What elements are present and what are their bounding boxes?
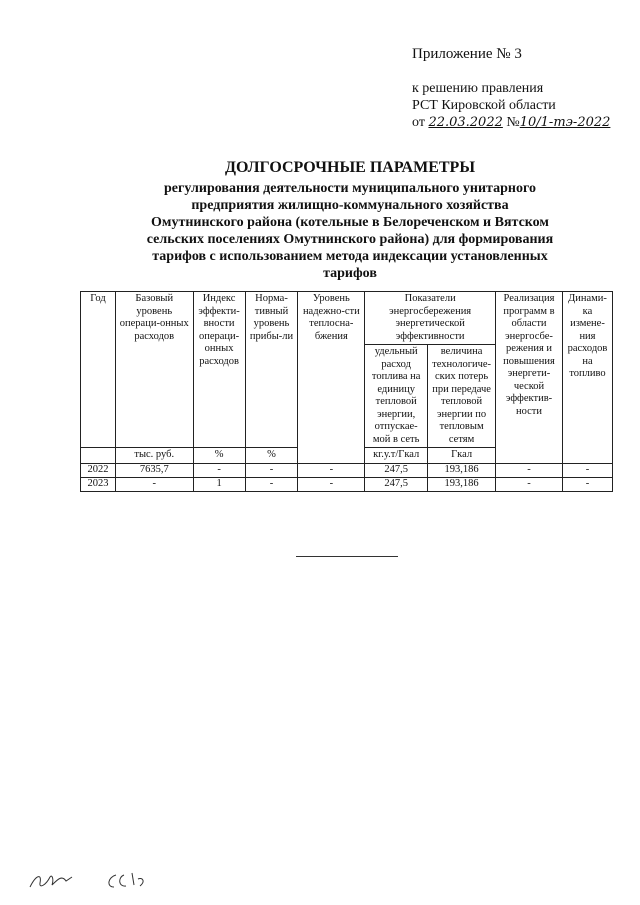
cell-profit-level: - [245, 477, 298, 491]
header-year: Год [81, 292, 116, 448]
title-line: регулирования деятельности муниципального унитарного [164, 181, 536, 196]
cell-year: 2023 [81, 477, 116, 491]
header-specific-fuel: удельный расход топлива на единицу тепловой энергии, отпускае-мой в сеть [365, 345, 428, 448]
header-tech-losses: величина технологиче-ских потерь при передаче тепловой энергии по тепловым сетям [428, 345, 496, 448]
table-row [81, 477, 613, 491]
unit-base-level: тыс. руб. [115, 448, 193, 464]
decision-number: 10/1-тэ-2022 [519, 115, 611, 130]
header-base-level: Базовый уровень операци-онных расходов [115, 292, 193, 448]
header-energy-group: Показатели энергосбережения энергетической эффективности [365, 292, 496, 345]
number-prefix: № [506, 115, 520, 130]
title-line: предприятия жилищно-коммунального хозяйства [191, 198, 509, 213]
cell-dynamics: - [562, 463, 612, 477]
cell-reliability: - [298, 463, 365, 477]
title-line: Омутнинского района (котельные в Белореченском и Вятском [151, 215, 549, 230]
cell-efficiency-index: - [193, 463, 245, 477]
decision-reference [412, 80, 610, 131]
decision-line-1: к решению правления [412, 81, 544, 96]
header-reliability: Уровень надежно-сти теплосна-бжения [298, 292, 365, 464]
closing-divider [296, 556, 398, 557]
cell-programs: - [496, 477, 563, 491]
cell-reliability: - [298, 477, 365, 491]
date-prefix: от [412, 115, 425, 130]
cell-dynamics: - [562, 477, 612, 491]
title-main: ДОЛГОСРОЧНЫЕ ПАРАМЕТРЫ [224, 159, 476, 176]
title-subtitle [80, 180, 620, 282]
appendix-label: Приложение № 3 [412, 46, 522, 62]
cell-tech-losses: 193,186 [428, 463, 496, 477]
cell-programs: - [496, 463, 563, 477]
header-programs: Реализация программ в области энергосбе-режения и повышения энергети-ческой эффектив-ности [496, 292, 563, 464]
table-row [81, 463, 613, 477]
document-title [80, 158, 620, 282]
title-line: сельских поселениях Омутнинского района) для формирования [146, 232, 554, 247]
unit-profit-level: % [245, 448, 298, 464]
cell-efficiency-index: 1 [193, 477, 245, 491]
unit-specific-fuel: кг.у.т/Гкал [365, 448, 428, 464]
decision-date-line [412, 114, 610, 131]
title-line: тарифов [323, 266, 377, 281]
cell-profit-level: - [245, 463, 298, 477]
header-dynamics: Динами-ка измене-ния расходов на топливо [562, 292, 612, 464]
cell-specific-fuel: 247,5 [365, 477, 428, 491]
table-header-row [81, 292, 613, 345]
unit-year [81, 448, 116, 464]
header-efficiency-index: Индекс эффекти-вности операци-онных расходов [193, 292, 245, 448]
cell-tech-losses: 193,186 [428, 477, 496, 491]
title-line: тарифов с использованием метода индексации установленных [152, 249, 548, 264]
decision-line-2: РСТ Кировской области [412, 98, 556, 113]
cell-specific-fuel: 247,5 [365, 463, 428, 477]
parameters-table [80, 291, 613, 492]
cell-year: 2022 [81, 463, 116, 477]
handwritten-signature [28, 865, 178, 893]
header-profit-level: Норма-тивный уровень прибы-ли [245, 292, 298, 448]
decision-date: 22.03.2022 [428, 115, 503, 130]
unit-tech-losses: Гкал [428, 448, 496, 464]
unit-efficiency-index: % [193, 448, 245, 464]
cell-base-level: - [115, 477, 193, 491]
cell-base-level: 7635,7 [115, 463, 193, 477]
